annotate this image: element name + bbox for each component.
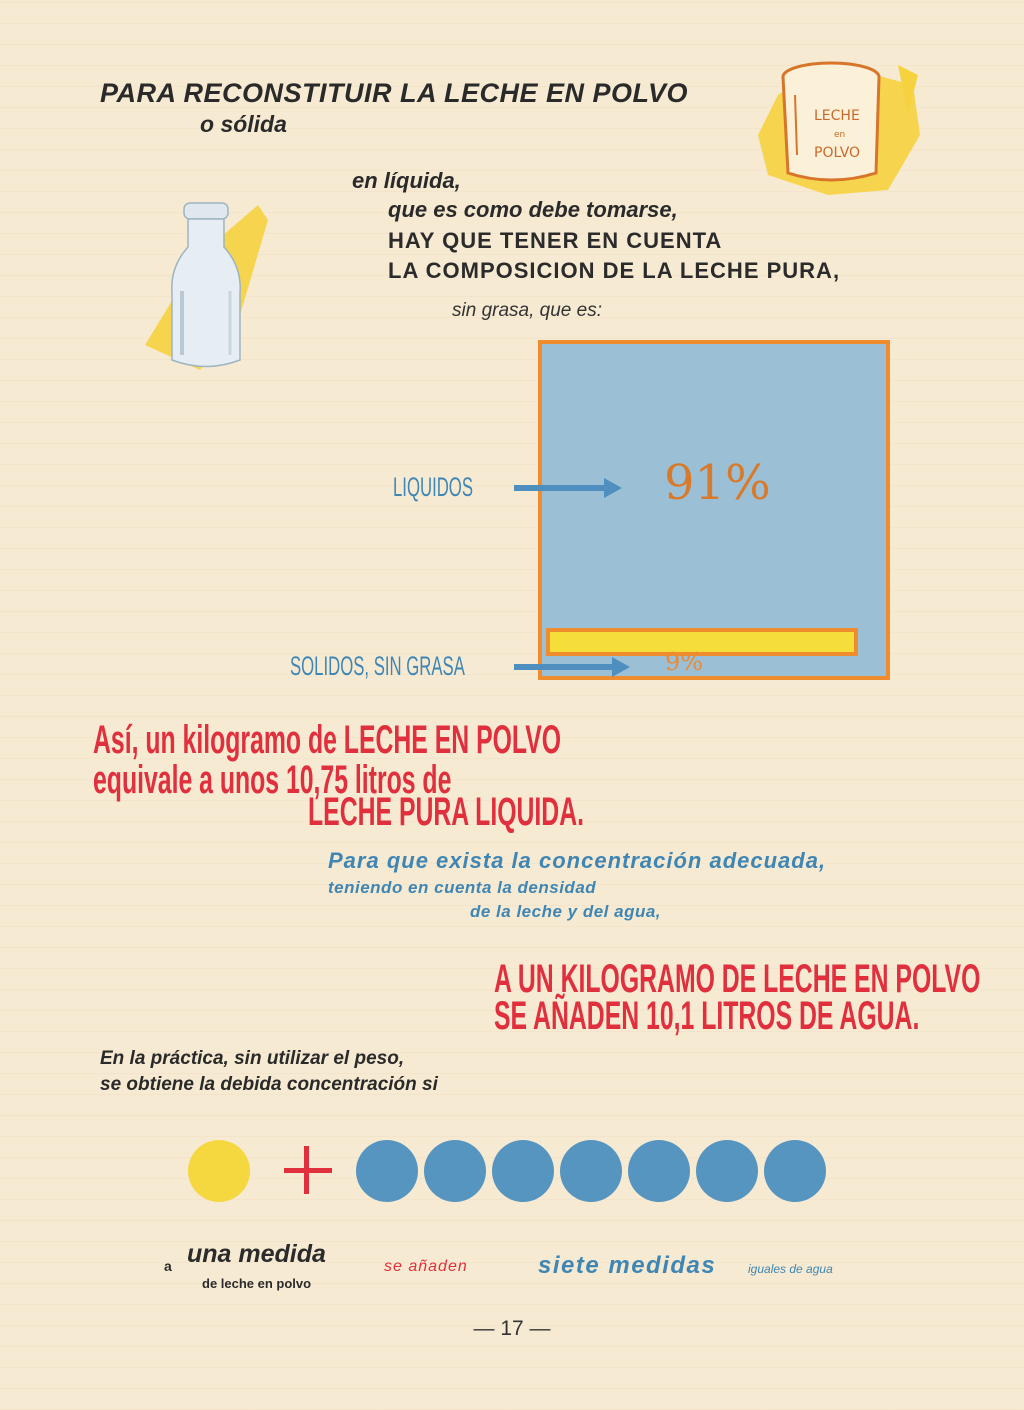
- solids-arrow: [514, 664, 614, 670]
- page-number: — 17 —: [473, 1317, 551, 1340]
- water-measure-dot: [696, 1140, 758, 1202]
- liquids-percentage: 91%: [664, 455, 771, 511]
- measure-prefix: a: [164, 1258, 172, 1274]
- milk-measure-caption: una medida: [187, 1240, 326, 1268]
- water-measure-dot: [628, 1140, 690, 1202]
- adding-caption: se añaden: [384, 1258, 468, 1275]
- water-measure-dot: [492, 1140, 554, 1202]
- liquids-label: LIQUIDOS: [393, 472, 473, 502]
- intro-line-4: LA COMPOSICION DE LA LECHE PURA,: [388, 258, 841, 283]
- water-measure-dot: [424, 1140, 486, 1202]
- concentration-line-2: teniendo en cuenta la densidad: [328, 878, 597, 897]
- intro-line-1: en líquida,: [352, 168, 461, 193]
- equivalence-line-1: Así, un kilogramo de LECHE EN POLVO: [93, 718, 562, 762]
- can-label-line3: POLVO: [814, 145, 861, 161]
- milk-measure-dot: [188, 1140, 250, 1202]
- intro-line-2: que es como debe tomarse,: [388, 197, 678, 222]
- rule-line-2: SE AÑADEN 10,1 LITROS DE AGUA.: [494, 994, 920, 1038]
- milk-measure-subcaption: de leche en polvo: [202, 1276, 312, 1291]
- milk-powder-can-illustration: [748, 55, 928, 205]
- water-measure-subcaption: iguales de agua: [748, 1262, 833, 1276]
- water-measure-caption: siete medidas: [538, 1252, 717, 1279]
- concentration-line-3: de la leche y del agua,: [470, 902, 662, 921]
- water-measure-dot: [560, 1140, 622, 1202]
- page-subtitle: o sólida: [200, 111, 287, 137]
- concentration-line-1: Para que exista la concentración adecuada,: [328, 848, 827, 873]
- solids-percentage: 9%: [665, 648, 704, 676]
- practice-line-2: se obtiene la debida concentración si: [100, 1074, 438, 1095]
- rule-line-1: A UN KILOGRAMO DE LECHE EN POLVO: [494, 957, 981, 1001]
- equivalence-line-2: equivale a unos 10,75 litros de: [93, 758, 452, 802]
- can-label-line1: LECHE: [814, 108, 860, 124]
- plus-icon: [278, 1140, 338, 1200]
- solids-arrow-head: [612, 657, 630, 677]
- water-measure-dot: [356, 1140, 418, 1202]
- page-title: PARA RECONSTITUIR LA LECHE EN POLVO: [100, 78, 689, 108]
- equivalence-line-3: LECHE PURA LIQUIDA.: [308, 790, 585, 834]
- intro-line-3: HAY QUE TENER EN CUENTA: [388, 228, 723, 253]
- can-label-line2: en: [834, 130, 846, 140]
- liquids-arrow: [514, 485, 606, 491]
- intro-line-5: sin grasa, que es:: [452, 300, 602, 321]
- liquids-arrow-head: [604, 478, 622, 498]
- water-measure-dot: [764, 1140, 826, 1202]
- practice-line-1: En la práctica, sin utilizar el peso,: [100, 1048, 405, 1069]
- milk-bottle-illustration: [140, 195, 280, 380]
- solids-label: SOLIDOS, SIN GRASA: [290, 651, 465, 681]
